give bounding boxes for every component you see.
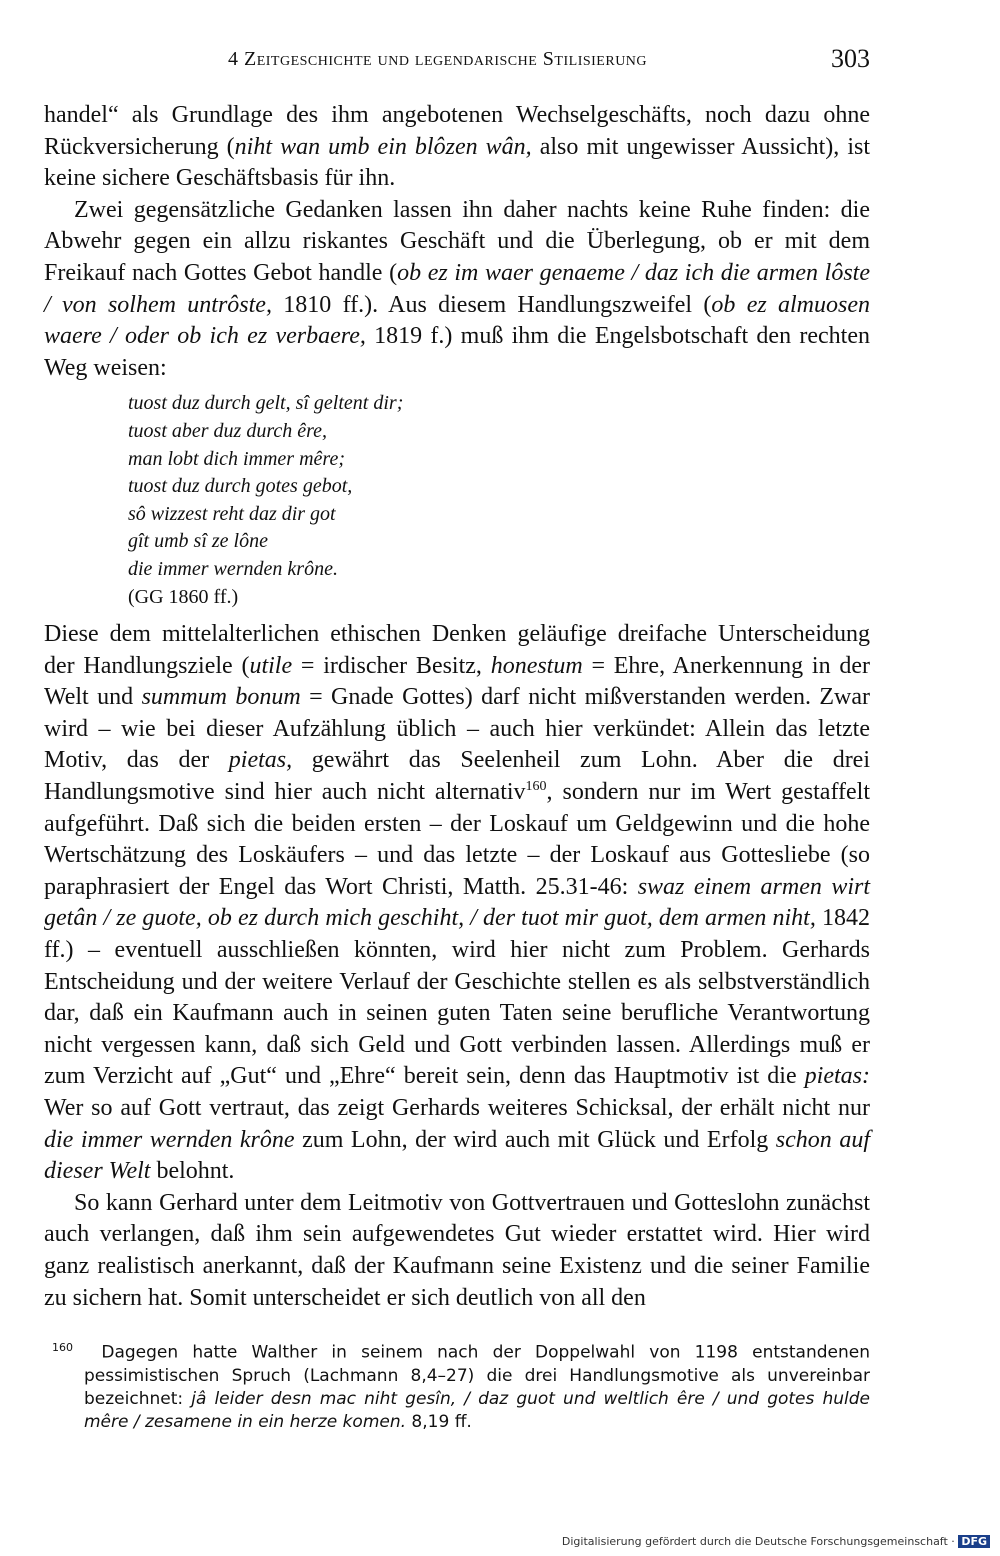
- italic-span: die immer wernden krône: [44, 1126, 295, 1153]
- italic-span: schon auf dieser Welt: [44, 1126, 870, 1185]
- paragraph-2: [44, 195, 870, 385]
- paragraph-4: [44, 1188, 870, 1314]
- text-span: gewährt das Seelenheil zum Lohn. Aber die drei Handlungsmotive sind hier auch nicht alternativ: [44, 747, 870, 806]
- digitization-credit: Digitalisierung gefördert durch die Deutsche Forschungsgemeinschaft · DFG: [562, 1535, 990, 1548]
- italic-span: ob ez almuosen waere / oder ob ich ez verbaere,: [44, 291, 871, 350]
- text-span: belohnt.: [150, 1158, 235, 1185]
- text-span: 1819 f.) muß ihm die Engelsbotschaft den rechten Weg weisen:: [44, 323, 870, 381]
- text-span: 8,19 ff.: [406, 1411, 472, 1432]
- italic-span: honestum: [490, 652, 583, 679]
- verse-line: sô wizzest reht daz dir got: [128, 502, 336, 525]
- italic-span: jâ leider desn mac niht gesîn, / daz guot und weltlich êre / und gotes hulde mêre / zesamene in ein herze komen.: [84, 1388, 870, 1432]
- italic-span: utile: [249, 652, 293, 679]
- text-span: also mit ungewisser Aussicht), ist keine sichere Geschäftsbasis für ihn.: [44, 133, 870, 192]
- page-header: [44, 44, 870, 78]
- italic-span: swaz einem armen wirt getân / ze guote, ob ez durch mich geschiht, / der tuot mir guot, dem armen niht,: [44, 873, 871, 932]
- text-span: = Ehre, Anerkennung in der Welt und: [44, 652, 870, 711]
- text-span: 1842 ff.) – eventuell ausschließen könnten, wird hier nicht zum Problem. Gerhards Entscheidung und der weitere Verlauf der Geschichte stellen es als selbstverständlich dar, daß ein Kaufmann auch in seinen guten Taten seine berufliche Verantwortung nicht vergessen kann, daß sich Geld und Gott verbinden lassen. Allerdings muß er zum Verzicht auf „Gut“ und „Ehre“ bereit sein, denn das Hauptmotiv ist die: [44, 905, 870, 1090]
- verse-line: tuost duz durch gotes gebot,: [128, 475, 353, 498]
- text-span: = irdischer Besitz,: [292, 652, 491, 679]
- text-span: Wer so auf Gott vertraut, das zeigt Gerhards weiteres Schicksal, der erhält nicht nur: [44, 1095, 870, 1121]
- text-span: handel“ als Grundlage des ihm angebotenen Wechselgeschäfts, noch dazu ohne Rückversicherung (: [44, 102, 870, 160]
- footnote-reference: 160: [525, 779, 547, 795]
- verse-line: man lobt dich immer mêre;: [128, 447, 345, 470]
- footnotes: [44, 1336, 870, 1434]
- credit-text: Digitalisierung gefördert durch die Deutsche Forschungsgemeinschaft: [561, 1535, 948, 1548]
- verse-line: die immer wernden krône.: [128, 557, 338, 580]
- footnote-text: [84, 1343, 870, 1432]
- text-span: = Gnade Gottes) darf nicht mißverstanden werden. Zwar wird – wie bei dieser Aufzählung üblich – auch hier verkündet: Allein das letzte Motiv, das der: [44, 684, 871, 774]
- text-span: 1810 ff.). Aus diesem Handlungszweifel (: [271, 291, 712, 318]
- text-span: , sondern nur im Wert gestaffelt aufgeführt. Daß sich die beiden ersten – der Loskauf um Geldgewinn und die hohe Wertschätzung des Loskäufers – und das letzte – der Loskauf aus Gottesliebe (so paraphrasiert der Engel das Wort Christi, Matth. 25.31-46:: [44, 779, 870, 900]
- footnote-number: 160: [52, 1341, 73, 1354]
- verse-reference: (GG 1860 ff.): [128, 585, 239, 608]
- italic-span: pietas:: [804, 1063, 870, 1090]
- text-span: Zwei gegensätzliche Gedanken lassen ihn daher nachts keine Ruhe finden: die Abwehr gegen ein allzu riskantes Geschäft und die Überlegung, ob er mit dem Freikauf nach Gottes Gebot handle (: [44, 196, 870, 286]
- text-span: Dagegen hatte Walther in seinem nach der Doppelwahl von 1198 entstandenen pessimistischen Spruch (Lachmann 8,4–27) die drei Handlungsmotive als unvereinbar bezeichnet:: [84, 1342, 870, 1409]
- verse-line: tuost aber duz durch êre,: [128, 419, 328, 442]
- italic-span: pietas,: [228, 747, 293, 774]
- body-text: [44, 100, 870, 1314]
- paragraph-3: [44, 619, 870, 1188]
- verse-line: gît umb sî ze lône: [128, 530, 268, 553]
- italic-span: summum bonum: [141, 684, 301, 711]
- verse-quotation: [128, 390, 870, 611]
- dfg-logo: DFG: [958, 1535, 990, 1548]
- page-number: 303: [831, 44, 870, 73]
- text-span: zum Lohn, der wird auch mit Glück und Erfolg: [294, 1126, 776, 1153]
- italic-span: ob ez im waer genaeme / daz ich die armen lôste / von solhem untrôste,: [44, 259, 870, 318]
- italic-span: niht wan umb ein blôzen wân,: [234, 133, 532, 160]
- footnote-160: [44, 1336, 870, 1434]
- running-head: 4 Zeitgeschichte und legendarische Stilisierung: [228, 48, 648, 70]
- verse-line: tuost duz durch gelt, sî geltent dir;: [128, 392, 404, 415]
- text-span: So kann Gerhard unter dem Leitmotiv von Gottvertrauen und Gotteslohn zunächst auch verlangen, daß ihm sein aufgewendetes Gut wieder erstattet wird. Hier wird ganz realistisch anerkannt, daß der Kaufmann seine Existenz und die seiner Familie zu sichern hat. Somit unterscheidet er sich deutlich von all den: [44, 1189, 870, 1311]
- paragraph-1: [44, 100, 870, 195]
- text-span: Diese dem mittelalterlichen ethischen Denken geläufige dreifache Unterscheidung der Handlungsziele (: [44, 621, 870, 679]
